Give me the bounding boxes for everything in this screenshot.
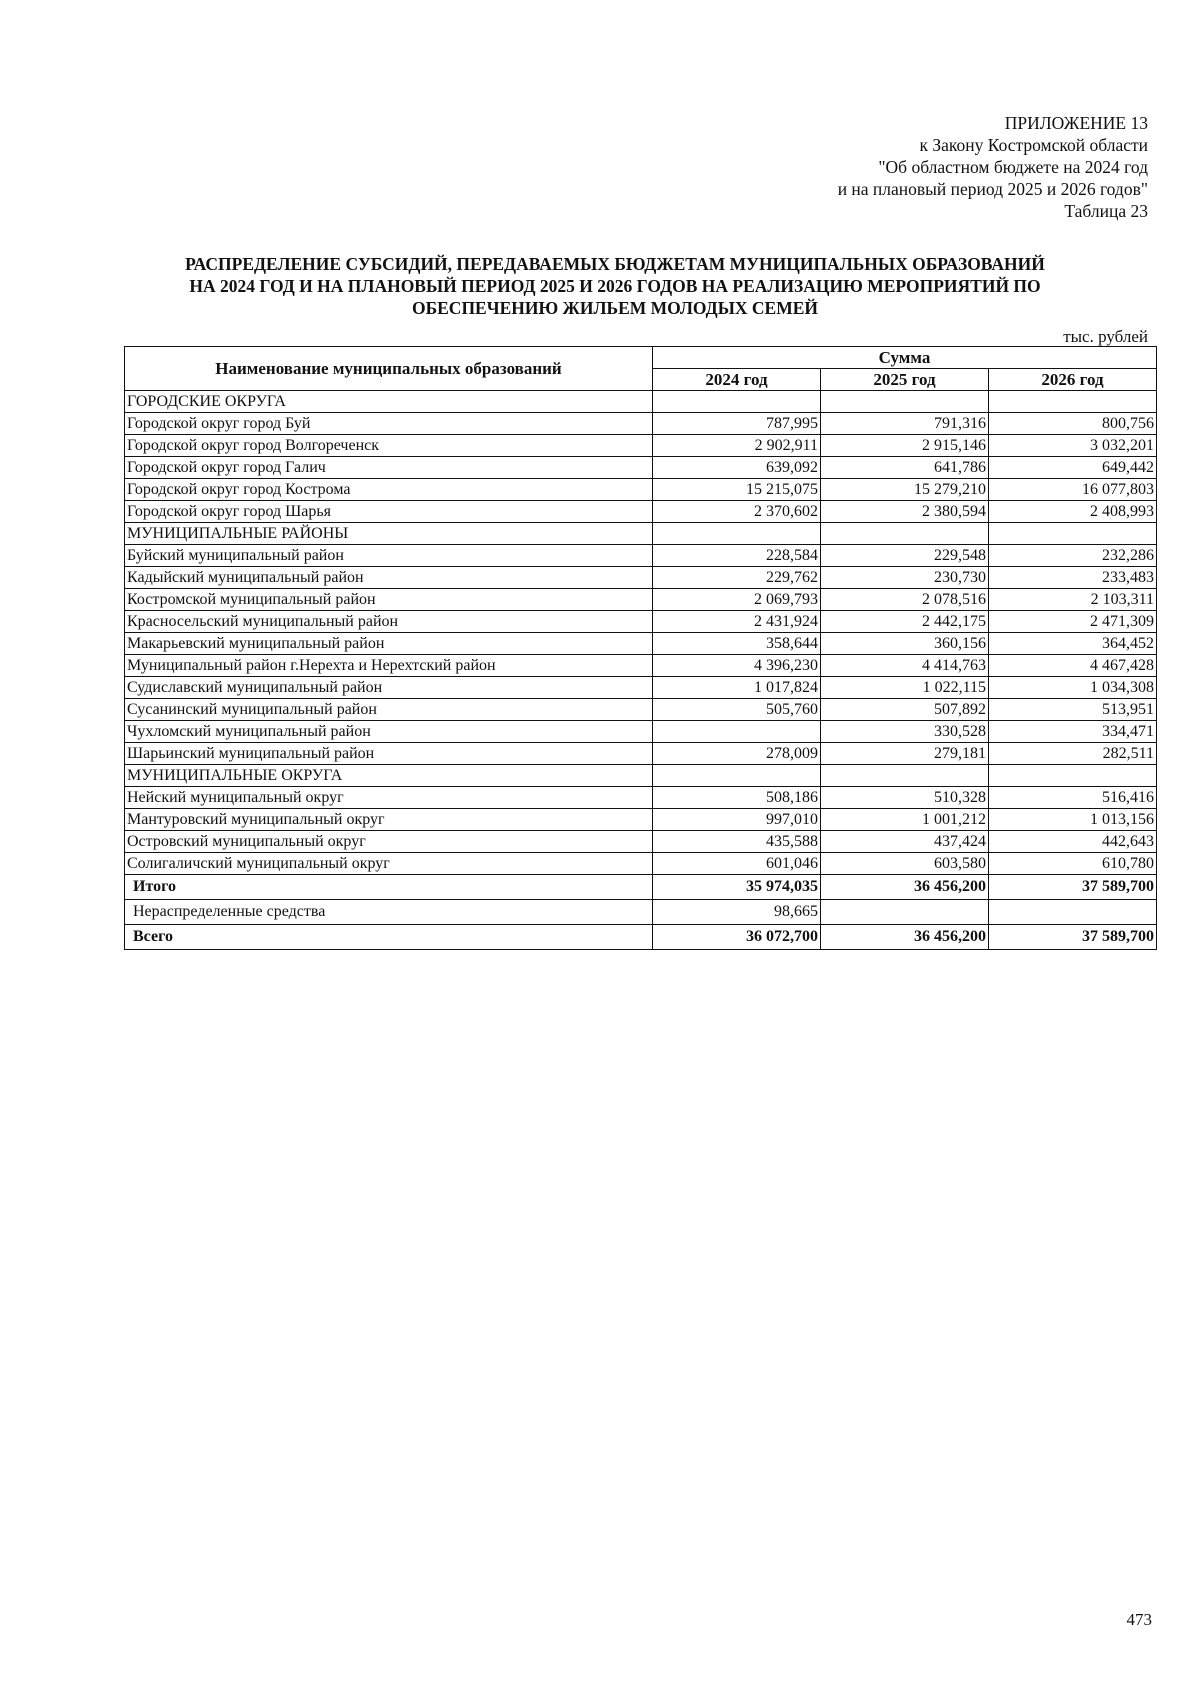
vsego-label: Всего (125, 925, 653, 950)
row-value-2025: 1 001,212 (821, 809, 989, 831)
row-value-2025: 437,424 (821, 831, 989, 853)
table-row (125, 611, 1157, 633)
row-name: МУНИЦИПАЛЬНЫЕ РАЙОНЫ (125, 523, 653, 545)
row-value-2024: 228,584 (653, 545, 821, 567)
row-name: Нейский муниципальный округ (125, 787, 653, 809)
appendix-law-title-1: "Об областном бюджете на 2024 год (878, 157, 1148, 177)
row-value-2024: 508,186 (653, 787, 821, 809)
table-row (125, 831, 1157, 853)
row-name: Мантуровский муниципальный округ (125, 809, 653, 831)
row-value-2026: 800,756 (989, 413, 1157, 435)
row-value-2024: 2 370,602 (653, 501, 821, 523)
table-row (125, 413, 1157, 435)
row-value-2026: 442,643 (989, 831, 1157, 853)
row-value-2026: 16 077,803 (989, 479, 1157, 501)
row-value-2025: 2 915,146 (821, 435, 989, 457)
title-line-2: НА 2024 ГОД И НА ПЛАНОВЫЙ ПЕРИОД 2025 И 2026 ГОДОВ НА РЕАЛИЗАЦИЮ МЕРОПРИЯТИЙ ПО (189, 276, 1041, 296)
vsego-2024: 36 072,700 (653, 925, 821, 950)
row-value-2025 (821, 523, 989, 545)
row-value-2024: 4 396,230 (653, 655, 821, 677)
vsego-2025: 36 456,200 (821, 925, 989, 950)
row-value-2025: 603,580 (821, 853, 989, 875)
row-value-2025: 279,181 (821, 743, 989, 765)
row-value-2025: 4 414,763 (821, 655, 989, 677)
table-totals (125, 875, 1157, 950)
row-value-2025: 1 022,115 (821, 677, 989, 699)
row-value-2026: 2 103,311 (989, 589, 1157, 611)
itogo-2026: 37 589,700 (989, 875, 1157, 900)
row-name: Буйский муниципальный район (125, 545, 653, 567)
row-value-2026: 2 471,309 (989, 611, 1157, 633)
table-row (125, 545, 1157, 567)
unallocated-row (125, 900, 1157, 925)
row-value-2025: 230,730 (821, 567, 989, 589)
row-value-2025: 791,316 (821, 413, 989, 435)
header-name: Наименование муниципальных образований (125, 347, 653, 391)
table-body (125, 391, 1157, 875)
row-value-2025: 360,156 (821, 633, 989, 655)
row-value-2026: 1 013,156 (989, 809, 1157, 831)
table-row (125, 391, 1157, 413)
row-value-2024: 358,644 (653, 633, 821, 655)
itogo-label: Итого (125, 875, 653, 900)
table-row (125, 809, 1157, 831)
header-2026: 2026 год (989, 369, 1157, 391)
row-value-2024: 2 069,793 (653, 589, 821, 611)
row-value-2025 (821, 391, 989, 413)
row-value-2024: 2 431,924 (653, 611, 821, 633)
table-row (125, 655, 1157, 677)
table-row (125, 721, 1157, 743)
row-value-2025: 15 279,210 (821, 479, 989, 501)
row-value-2025: 2 380,594 (821, 501, 989, 523)
row-name: Городской округ город Галич (125, 457, 653, 479)
row-name: МУНИЦИПАЛЬНЫЕ ОКРУГА (125, 765, 653, 787)
appendix-header (838, 112, 1148, 222)
row-value-2026: 282,511 (989, 743, 1157, 765)
row-value-2026: 3 032,201 (989, 435, 1157, 457)
page-number: 473 (1126, 1610, 1152, 1629)
header-sum: Сумма (653, 347, 1157, 369)
row-value-2026: 610,780 (989, 853, 1157, 875)
unallocated-label: Нераспределенные средства (125, 900, 653, 925)
row-value-2024 (653, 721, 821, 743)
row-name: Сусанинский муниципальный район (125, 699, 653, 721)
row-value-2026 (989, 523, 1157, 545)
row-value-2025 (821, 765, 989, 787)
header-2024: 2024 год (653, 369, 821, 391)
row-name: Судиславский муниципальный район (125, 677, 653, 699)
header-2025: 2025 год (821, 369, 989, 391)
appendix-number: ПРИЛОЖЕНИЕ 13 (1004, 113, 1148, 133)
table-row (125, 743, 1157, 765)
itogo-2025: 36 456,200 (821, 875, 989, 900)
unallocated-2024: 98,665 (653, 900, 821, 925)
row-value-2024: 229,762 (653, 567, 821, 589)
document-title (110, 253, 1120, 319)
row-value-2026: 649,442 (989, 457, 1157, 479)
title-line-3: ОБЕСПЕЧЕНИЮ ЖИЛЬЕМ МОЛОДЫХ СЕМЕЙ (411, 298, 819, 318)
row-name: Островский муниципальный округ (125, 831, 653, 853)
row-name: Городской округ город Волгореченск (125, 435, 653, 457)
table-row (125, 501, 1157, 523)
table-row (125, 479, 1157, 501)
row-value-2025: 330,528 (821, 721, 989, 743)
units-label: тыс. рублей (1063, 327, 1148, 346)
table-row (125, 677, 1157, 699)
row-value-2024: 505,760 (653, 699, 821, 721)
row-value-2024 (653, 765, 821, 787)
row-value-2025: 641,786 (821, 457, 989, 479)
row-name: Муниципальный район г.Нерехта и Нерехтский район (125, 655, 653, 677)
itogo-2024: 35 974,035 (653, 875, 821, 900)
row-value-2024: 15 215,075 (653, 479, 821, 501)
table-row (125, 523, 1157, 545)
row-value-2026: 364,452 (989, 633, 1157, 655)
row-value-2026: 513,951 (989, 699, 1157, 721)
row-value-2024: 435,588 (653, 831, 821, 853)
appendix-law: к Закону Костромской области (919, 135, 1148, 155)
row-value-2026: 232,286 (989, 545, 1157, 567)
unallocated-2026 (989, 900, 1157, 925)
table-row (125, 765, 1157, 787)
row-value-2024: 639,092 (653, 457, 821, 479)
row-name: Городской округ город Кострома (125, 479, 653, 501)
vsego-2026: 37 589,700 (989, 925, 1157, 950)
row-value-2025: 2 442,175 (821, 611, 989, 633)
table-row (125, 457, 1157, 479)
row-value-2026 (989, 391, 1157, 413)
row-value-2024: 787,995 (653, 413, 821, 435)
row-name: Чухломский муниципальный район (125, 721, 653, 743)
row-value-2024: 278,009 (653, 743, 821, 765)
table-row (125, 633, 1157, 655)
total-row-vsego (125, 925, 1157, 950)
row-value-2026: 4 467,428 (989, 655, 1157, 677)
row-value-2026: 233,483 (989, 567, 1157, 589)
row-name: Городской округ город Шарья (125, 501, 653, 523)
table-number: Таблица 23 (1064, 201, 1148, 221)
total-row-itogo (125, 875, 1157, 900)
row-name: Кадыйский муниципальный район (125, 567, 653, 589)
row-value-2024 (653, 523, 821, 545)
table-row (125, 567, 1157, 589)
appendix-law-title-2: и на плановый период 2025 и 2026 годов" (837, 179, 1148, 199)
table-row (125, 787, 1157, 809)
row-name: ГОРОДСКИЕ ОКРУГА (125, 391, 653, 413)
row-name: Костромской муниципальный район (125, 589, 653, 611)
row-value-2025: 507,892 (821, 699, 989, 721)
table-row (125, 435, 1157, 457)
title-line-1: РАСПРЕДЕЛЕНИЕ СУБСИДИЙ, ПЕРЕДАВАЕМЫХ БЮДЖЕТАМ МУНИЦИПАЛЬНЫХ ОБРАЗОВАНИЙ (185, 254, 1045, 274)
table-row (125, 853, 1157, 875)
row-value-2024: 2 902,911 (653, 435, 821, 457)
unallocated-2025 (821, 900, 989, 925)
row-value-2025: 229,548 (821, 545, 989, 567)
row-name: Макарьевский муниципальный район (125, 633, 653, 655)
row-value-2025: 510,328 (821, 787, 989, 809)
row-value-2024: 997,010 (653, 809, 821, 831)
row-value-2026: 2 408,993 (989, 501, 1157, 523)
row-value-2026: 1 034,308 (989, 677, 1157, 699)
subsidy-table (124, 346, 1157, 950)
row-value-2025: 2 078,516 (821, 589, 989, 611)
row-name: Городской округ город Буй (125, 413, 653, 435)
row-value-2026: 334,471 (989, 721, 1157, 743)
table-row (125, 699, 1157, 721)
row-name: Солигаличский муниципальный округ (125, 853, 653, 875)
row-name: Шарьинский муниципальный район (125, 743, 653, 765)
row-value-2026: 516,416 (989, 787, 1157, 809)
row-value-2026 (989, 765, 1157, 787)
row-value-2024: 601,046 (653, 853, 821, 875)
row-name: Красносельский муниципальный район (125, 611, 653, 633)
row-value-2024 (653, 391, 821, 413)
table-row (125, 589, 1157, 611)
row-value-2024: 1 017,824 (653, 677, 821, 699)
